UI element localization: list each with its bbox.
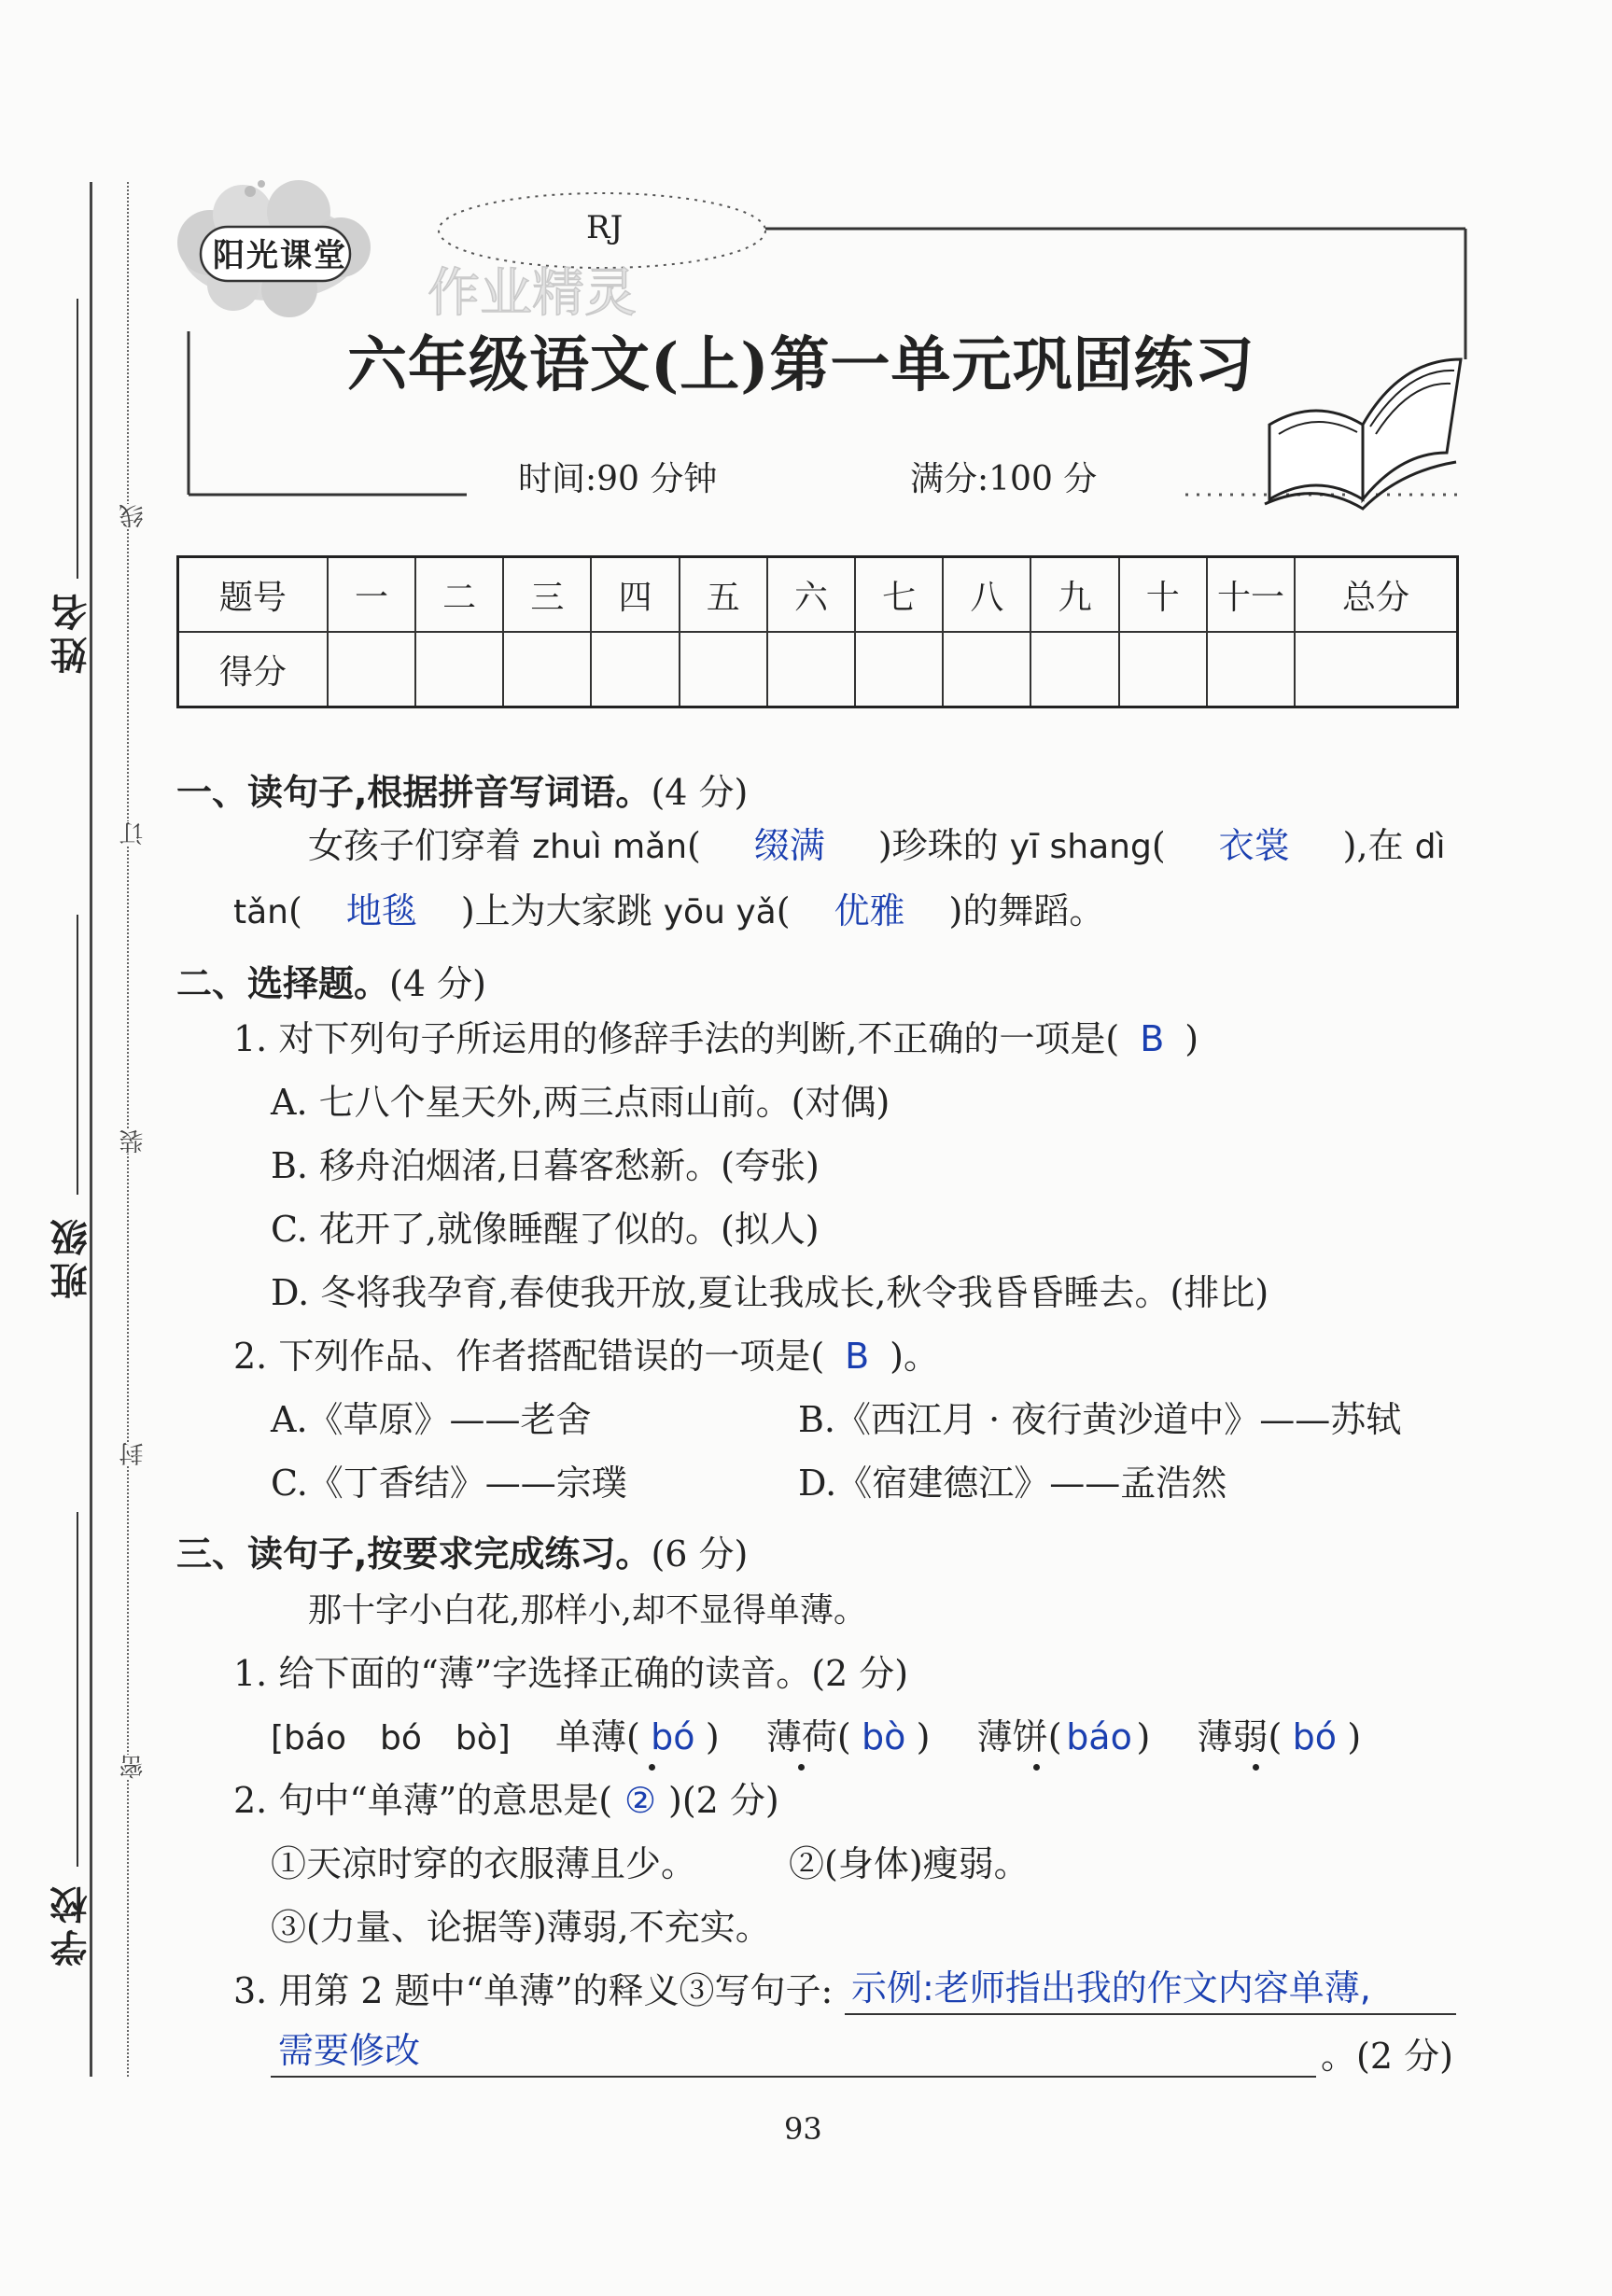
watermark: 作业精灵 [428,263,637,324]
option-b: B. 移舟泊烟渚,日暮客愁新。(夸张) [271,1145,820,1186]
emphasis-dot [1253,1764,1259,1771]
table-cell: 三 [503,557,591,633]
answer-4[interactable]: 优雅 [834,890,905,931]
name-underline [77,299,78,579]
option-d: D.《宿建德江》——孟浩然 [798,1463,1227,1504]
meaning-1: ①天凉时穿的衣服薄且少。 [271,1843,697,1884]
mark-xian: 线 [116,504,150,528]
brand-label: 阳光课堂 [213,237,347,274]
table-cell: 八 [943,557,1030,633]
answer-3-2[interactable]: ② [624,1780,657,1821]
emphasis-dot [798,1764,805,1771]
table-cell: 得分 [178,632,328,707]
margin-solid-line [90,182,92,2077]
class-underline [77,915,78,1195]
option-a: A.《草原》——老舍 [271,1399,592,1440]
score-cell[interactable] [1030,632,1118,707]
question-2-1: 1. 对下列句子所运用的修辞手法的判断,不正确的一项是( B ) [233,1018,1199,1059]
table-cell: 九 [1030,557,1118,633]
score-cell[interactable] [767,632,855,707]
table-cell: 十 [1119,557,1207,633]
answer-2-1[interactable]: B [1140,1018,1165,1059]
table-cell: 七 [855,557,943,633]
answer-underline-2 [271,2076,1316,2078]
section-3-heading: 三、读句子,按要求完成练习。(6 分) [176,1533,749,1575]
name-label: 姓名 [50,588,93,674]
edition-label: RJ [586,209,624,246]
question-3-3-points: 。(2 分) [1321,2036,1453,2077]
score-cell[interactable] [503,632,591,707]
section-1-heading: 一、读句子,根据拼音写词语。(4 分) [176,772,749,813]
option-a: A. 七八个星天外,两三点雨山前。(对偶) [271,1082,890,1123]
sentence-answer-line-1[interactable]: 示例:老师指出我的作文内容单薄, [851,1967,1371,2009]
score-cell[interactable] [415,632,503,707]
table-cell: 十一 [1207,557,1295,633]
score-cell[interactable] [943,632,1030,707]
meaning-2: ②(身体)瘦弱。 [789,1843,1030,1884]
table-cell: 总分 [1295,557,1457,633]
reading-answer-4[interactable]: bó [1292,1716,1338,1757]
reading-answer-3[interactable]: báo [1066,1716,1132,1757]
answer-3[interactable]: 地毯 [345,890,417,931]
table-cell: 一 [328,557,415,633]
table-row [178,632,1458,707]
class-label: 班级 [50,1213,93,1299]
answer-2[interactable]: 衣裳 [1218,825,1290,866]
table-cell: 二 [415,557,503,633]
emphasis-dot [1033,1764,1040,1771]
mark-ding: 订 [116,821,150,846]
score-cell[interactable] [591,632,679,707]
option-c: C. 花开了,就像睡醒了似的。(拟人) [271,1209,820,1250]
score-cell[interactable] [680,632,767,707]
score-cell[interactable] [328,632,415,707]
question-3-2: 2. 句中“单薄”的意思是( ② )(2 分) [233,1780,779,1821]
score-cell[interactable] [1207,632,1295,707]
exam-full-score: 满分:100 分 [910,460,1098,498]
page-number: 93 [784,2111,822,2147]
option-c: C.《丁香结》——宗璞 [271,1463,627,1504]
score-cell[interactable] [855,632,943,707]
emphasis-dot [649,1764,655,1771]
table-cell: 题号 [178,557,328,633]
reading-options: [báo bó bò] 单薄( bó ) 薄荷( bò ) 薄饼( báo ) 薄弱( bó ) [271,1716,1362,1757]
mark-feng: 封 [116,1442,150,1466]
table-row [178,557,1458,633]
school-label: 学校 [50,1881,93,1967]
page-title: 六年级语文(上)第一单元巩固练习 [347,330,1255,400]
quoted-sentence: 那十字小白花,那样小,却不显得单薄。 [308,1591,867,1630]
sentence-answer-line-2[interactable]: 需要修改 [278,2030,421,2071]
option-b: B.《西江月 · 夜行黄沙道中》——苏轼 [798,1399,1402,1440]
binding-margin [0,0,149,2296]
mark-zhuang: 装 [116,1129,150,1154]
reading-answer-1[interactable]: bó [651,1716,695,1757]
table-cell: 六 [767,557,855,633]
meaning-3: ③(力量、论据等)薄弱,不充实。 [271,1907,771,1948]
section-2-heading: 二、选择题。(4 分) [176,963,486,1004]
score-cell[interactable] [1295,632,1457,707]
exam-time: 时间:90 分钟 [518,460,718,498]
score-cell[interactable] [1119,632,1207,707]
table-cell: 五 [680,557,767,633]
answer-underline-1 [845,2013,1456,2015]
table-cell: 四 [591,557,679,633]
school-underline [77,1512,78,1867]
question-3-1: 1. 给下面的“薄”字选择正确的读音。(2 分) [233,1653,909,1694]
mark-mi: 密 [116,1755,150,1779]
open-book-icon [1265,359,1461,509]
section-1-line-2: tǎn( 地毯 )上为大家跳 yōu yǎ( 优雅 )的舞蹈。 [233,890,1105,931]
question-3-3: 3. 用第 2 题中“单薄”的释义③写句子: [233,1970,834,2011]
answer-2-2[interactable]: B [845,1336,870,1377]
question-2-2: 2. 下列作品、作者搭配错误的一项是( B )。 [233,1336,939,1377]
readings-list: [báo bó bò] [271,1719,511,1757]
option-d: D. 冬将我孕育,春使我开放,夏让我成长,秋令我昏昏睡去。(排比) [271,1272,1269,1313]
answer-1[interactable]: 缀满 [753,825,825,866]
score-table [176,555,1459,708]
reading-answer-2[interactable]: bò [861,1716,906,1757]
section-1-line-1: 女孩子们穿着 zhuì mǎn( 缀满 )珍珠的 yī shang( 衣裳 ),在 dì [308,825,1446,866]
